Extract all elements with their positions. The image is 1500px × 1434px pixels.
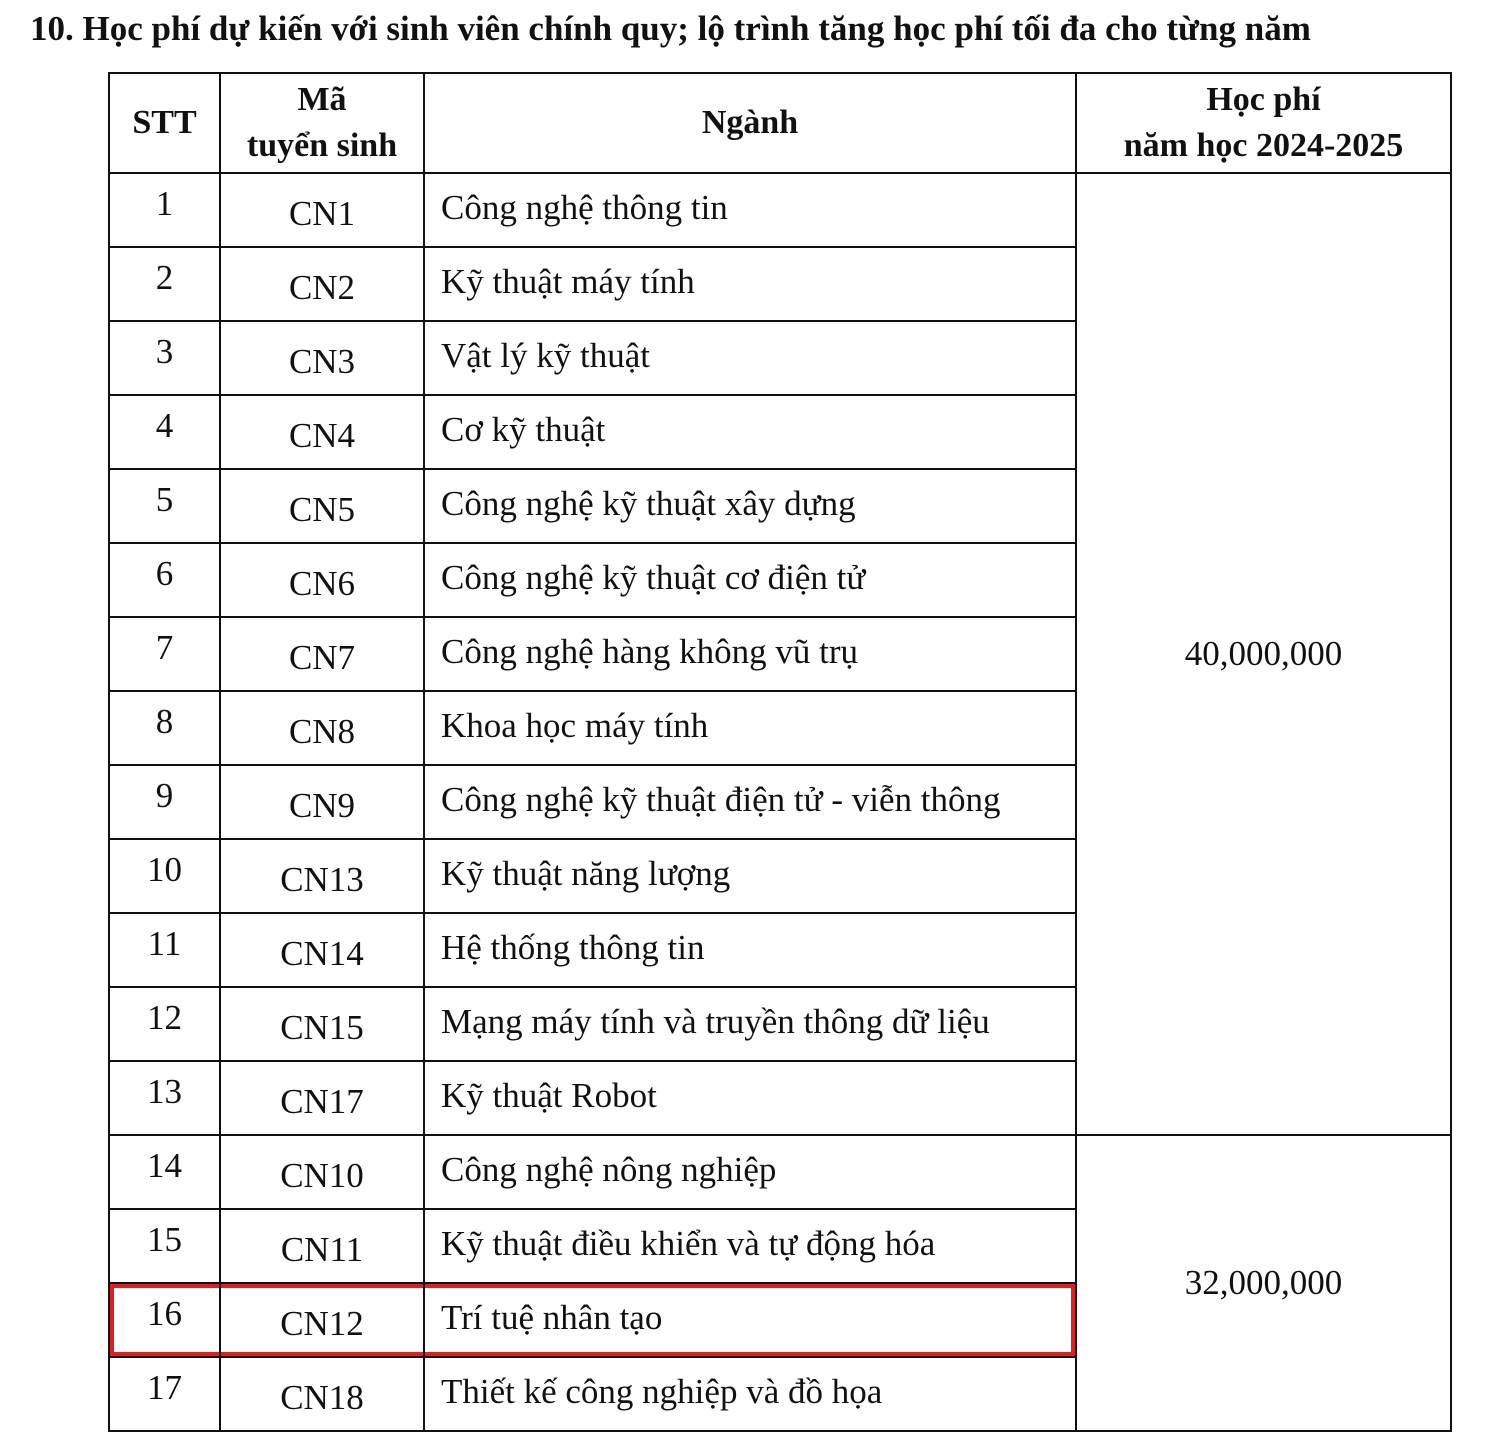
cell-stt-text: 5 — [155, 480, 174, 519]
cell-major — [424, 765, 1076, 839]
cell-stt — [109, 321, 220, 395]
cell-admission-code-text: CN11 — [280, 1230, 364, 1269]
cell-admission-code — [220, 395, 424, 469]
cell-stt — [109, 1061, 220, 1135]
cell-major-text: Công nghệ kỹ thuật xây dựng — [441, 484, 856, 523]
cell-stt-text: 3 — [155, 332, 174, 371]
header-tuition-fee — [1076, 73, 1451, 173]
cell-tuition-fee: 32,000,000 — [1076, 1135, 1451, 1431]
tuition-table — [108, 72, 1452, 1432]
cell-major-text: Vật lý kỹ thuật — [441, 336, 650, 375]
cell-stt-text: 17 — [147, 1368, 182, 1407]
cell-major-text: Công nghệ nông nghiệp — [441, 1150, 777, 1189]
cell-stt — [109, 765, 220, 839]
cell-stt-text: 9 — [155, 776, 174, 815]
cell-major — [424, 1061, 1076, 1135]
cell-major-text: Công nghệ kỹ thuật cơ điện tử — [441, 558, 866, 597]
cell-major-text: Kỹ thuật điều khiển và tự động hóa — [441, 1224, 936, 1263]
cell-admission-code-text: CN18 — [280, 1378, 364, 1417]
table-row — [109, 1135, 1451, 1209]
cell-stt — [109, 1135, 220, 1209]
header-code-line1: Mã — [297, 81, 347, 118]
cell-admission-code-text: CN10 — [280, 1156, 364, 1195]
table-row — [109, 173, 1451, 247]
cell-major — [424, 469, 1076, 543]
cell-stt-text: 11 — [147, 924, 182, 963]
cell-stt — [109, 913, 220, 987]
cell-major-text: Mạng máy tính và truyền thông dữ liệu — [441, 1002, 990, 1041]
cell-major — [424, 1283, 1076, 1357]
cell-major-text: Kỹ thuật năng lượng — [441, 854, 731, 893]
cell-stt-text: 10 — [147, 850, 182, 889]
cell-admission-code — [220, 765, 424, 839]
cell-admission-code — [220, 987, 424, 1061]
cell-admission-code — [220, 1061, 424, 1135]
cell-admission-code — [220, 247, 424, 321]
cell-stt — [109, 1209, 220, 1283]
cell-admission-code-text: CN3 — [288, 342, 356, 381]
cell-admission-code — [220, 839, 424, 913]
cell-admission-code — [220, 1357, 424, 1431]
cell-admission-code-text: CN17 — [280, 1082, 364, 1121]
cell-major — [424, 247, 1076, 321]
cell-major — [424, 173, 1076, 247]
cell-major-text: Kỹ thuật Robot — [441, 1076, 657, 1115]
header-admission-code — [220, 73, 424, 173]
cell-major — [424, 395, 1076, 469]
cell-stt — [109, 1283, 220, 1357]
cell-stt-text: 1 — [155, 184, 174, 223]
cell-major-text: Công nghệ thông tin — [441, 188, 728, 227]
cell-stt — [109, 691, 220, 765]
cell-major-text: Công nghệ hàng không vũ trụ — [441, 632, 859, 671]
cell-major — [424, 1357, 1076, 1431]
cell-admission-code-text: CN13 — [280, 860, 364, 899]
cell-stt-text: 14 — [147, 1146, 182, 1185]
cell-major — [424, 321, 1076, 395]
cell-stt-text: 15 — [147, 1220, 182, 1259]
cell-major — [424, 691, 1076, 765]
cell-admission-code — [220, 321, 424, 395]
cell-admission-code — [220, 691, 424, 765]
cell-admission-code-text: CN6 — [288, 564, 356, 603]
cell-major-text: Cơ kỹ thuật — [441, 410, 606, 449]
cell-tuition-fee: 40,000,000 — [1076, 173, 1451, 1135]
cell-stt-text: 12 — [147, 998, 182, 1037]
cell-admission-code-text: CN7 — [288, 638, 356, 677]
cell-stt — [109, 247, 220, 321]
cell-admission-code-text: CN9 — [288, 786, 356, 825]
cell-admission-code — [220, 617, 424, 691]
cell-stt-text: 16 — [147, 1294, 182, 1333]
cell-stt-text: 4 — [155, 406, 174, 445]
cell-admission-code — [220, 1283, 424, 1357]
header-fee-line1: Học phí — [1206, 81, 1321, 118]
cell-stt — [109, 469, 220, 543]
cell-admission-code — [220, 469, 424, 543]
cell-stt — [109, 395, 220, 469]
cell-admission-code-text: CN2 — [288, 268, 356, 307]
cell-admission-code — [220, 1135, 424, 1209]
cell-major — [424, 1135, 1076, 1209]
cell-major-text: Công nghệ kỹ thuật điện tử - viễn thông — [441, 780, 1001, 819]
cell-admission-code-text: CN14 — [280, 934, 364, 973]
cell-admission-code-text: CN1 — [288, 194, 356, 233]
cell-major — [424, 1209, 1076, 1283]
cell-major — [424, 987, 1076, 1061]
cell-stt — [109, 543, 220, 617]
table-body — [109, 173, 1451, 1431]
cell-stt-text: 8 — [155, 702, 174, 741]
cell-admission-code-text: CN5 — [288, 490, 356, 529]
cell-admission-code — [220, 543, 424, 617]
cell-stt-text: 7 — [155, 628, 174, 667]
cell-admission-code-text: CN12 — [280, 1304, 364, 1343]
table-header-row — [109, 73, 1451, 173]
cell-major — [424, 913, 1076, 987]
cell-admission-code — [220, 913, 424, 987]
cell-major-text: Trí tuệ nhân tạo — [441, 1298, 663, 1337]
cell-major — [424, 543, 1076, 617]
cell-stt — [109, 617, 220, 691]
cell-stt-text: 13 — [147, 1072, 182, 1111]
cell-major — [424, 839, 1076, 913]
header-fee-line2: năm học 2024-2025 — [1123, 127, 1404, 164]
cell-stt — [109, 987, 220, 1061]
header-major: Ngành — [424, 73, 1076, 173]
cell-stt — [109, 1357, 220, 1431]
cell-major-text: Thiết kế công nghiệp và đồ họa — [441, 1372, 883, 1411]
header-code-line2: tuyển sinh — [246, 127, 398, 164]
cell-major — [424, 617, 1076, 691]
section-heading: 10. Học phí dự kiến với sinh viên chính quy; lộ trình tăng học phí tối đa cho từng năm — [30, 9, 1311, 48]
cell-stt — [109, 173, 220, 247]
cell-admission-code-text: CN8 — [288, 712, 356, 751]
cell-stt — [109, 839, 220, 913]
cell-admission-code — [220, 1209, 424, 1283]
cell-major-text: Hệ thống thông tin — [441, 928, 705, 967]
header-stt: STT — [109, 73, 220, 173]
cell-stt-text: 2 — [155, 258, 174, 297]
cell-admission-code — [220, 173, 424, 247]
cell-admission-code-text: CN15 — [280, 1008, 364, 1047]
cell-admission-code-text: CN4 — [288, 416, 356, 455]
cell-stt-text: 6 — [155, 554, 174, 593]
cell-major-text: Kỹ thuật máy tính — [441, 262, 695, 301]
cell-major-text: Khoa học máy tính — [441, 706, 709, 745]
